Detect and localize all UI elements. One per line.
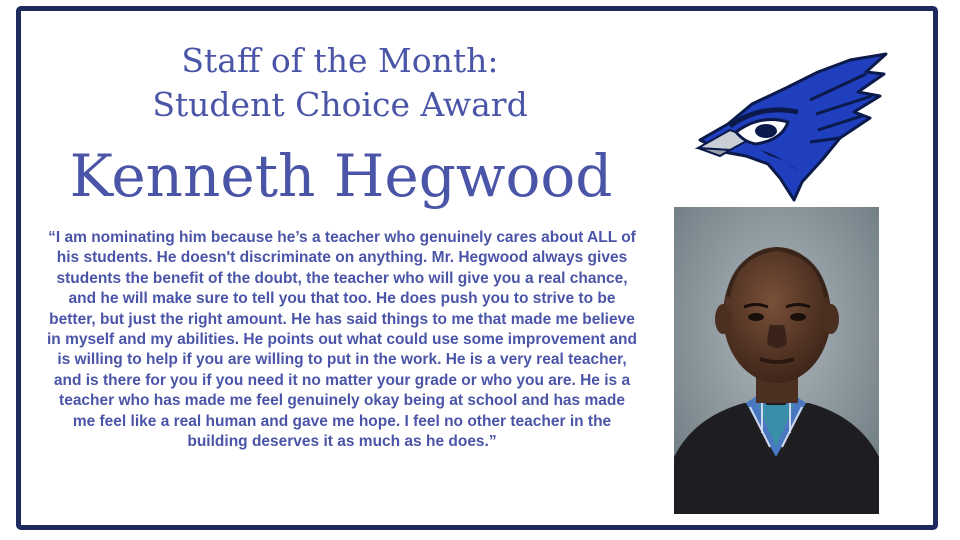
nomination-quote: “I am nominating him because he’s a teacher who genuinely cares about ALL of his students. He doesn't discriminate on anything. Mr. Hegwood always gives students the benefit of the doubt, the teacher who will give you a real chance, and he will make sure to tell you that too. He does push you to strive to be better, but just the right amount. He has said things to me that made me believe in myself and my abilities. He points out what could use some improvement and is willing to help if you are willing to put in the work. He is a very real teacher, and is there for you if you need it no matter your grade or who you are. He is a teacher who has made me feel genuinely okay being at school and has made me feel like a real human and gave me hope. I feel no other teacher in the building deserves it as much as he does.” — [47, 229, 637, 451]
blue-jay-mascot-icon — [690, 52, 890, 202]
staff-portrait — [674, 207, 879, 514]
award-heading-line-1: Staff of the Month: — [181, 41, 499, 80]
honoree-name: Kenneth Hegwood — [69, 142, 613, 210]
award-heading-line-2: Student Choice Award — [152, 85, 528, 124]
